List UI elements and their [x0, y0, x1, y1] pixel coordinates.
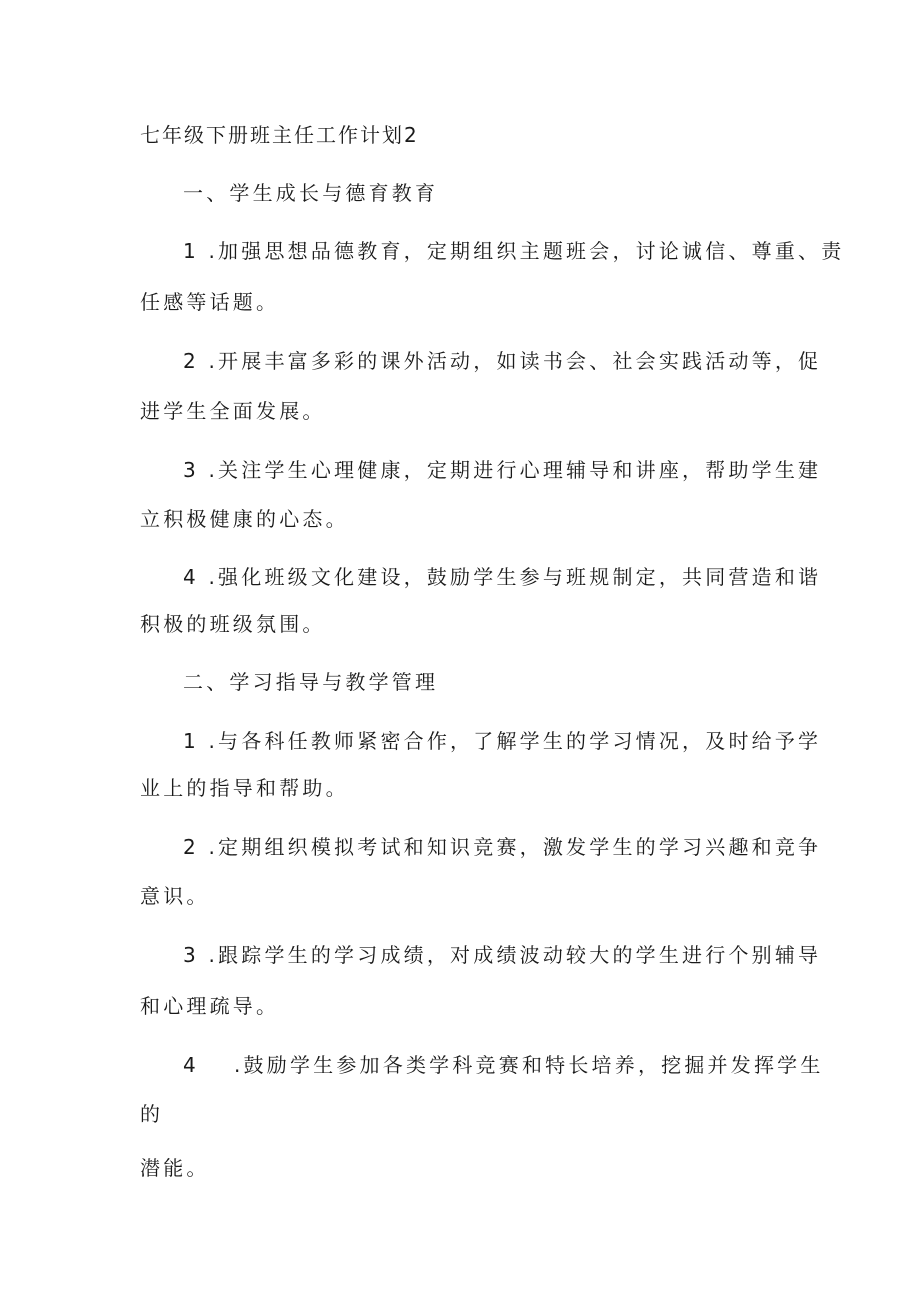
section2-item3-line1: 3 .跟踪学生的学习成绩，对成绩波动较大的学生进行个别辅导 — [183, 943, 822, 967]
section2-item1-line2: 业上的指导和帮助。 — [140, 776, 349, 800]
section2-item2-line2: 意识。 — [140, 884, 210, 908]
section1-item3-line2: 立积极健康的心态。 — [140, 507, 349, 531]
section1-item1-line2: 任感等话题。 — [140, 290, 280, 314]
section1-item3-line1: 3 .关注学生心理健康，定期进行心理辅导和讲座，帮助学生建 — [183, 458, 822, 482]
section2-item4-number: 4 — [183, 1053, 199, 1077]
section1-item4-line1: 4 .强化班级文化建设，鼓励学生参与班规制定，共同营造和谐 — [183, 565, 822, 589]
section1-item2-line2: 进学生全面发展。 — [140, 399, 326, 423]
section2-item3-line2: 和心理疏导。 — [140, 994, 280, 1018]
section-heading-1: 一、学生成长与德育教育 — [183, 181, 439, 205]
section1-item1-line1: 1 .加强思想品德教育，定期组织主题班会，讨论诚信、尊重、责 — [183, 239, 845, 263]
section1-item2-line1: 2 .开展丰富多彩的课外活动，如读书会、社会实践活动等，促 — [183, 349, 822, 373]
section2-item4-line1: .鼓励学生参加各类学科竞赛和特长培养，挖掘并发挥学生 — [234, 1053, 824, 1077]
section2-item1-line1: 1 .与各科任教师紧密合作，了解学生的学习情况，及时给予学 — [183, 729, 822, 753]
section2-item2-line1: 2 .定期组织模拟考试和知识竞赛，激发学生的学习兴趣和竞争 — [183, 835, 822, 859]
section-heading-2: 二、学习指导与教学管理 — [183, 670, 439, 694]
section1-item4-line2: 积极的班级氛围。 — [140, 612, 326, 636]
document-title: 七年级下册班主任工作计划2 — [140, 123, 419, 147]
section2-item4-line2: 潜能。 — [140, 1156, 210, 1180]
section2-item4-overflow: 的 — [140, 1102, 164, 1126]
